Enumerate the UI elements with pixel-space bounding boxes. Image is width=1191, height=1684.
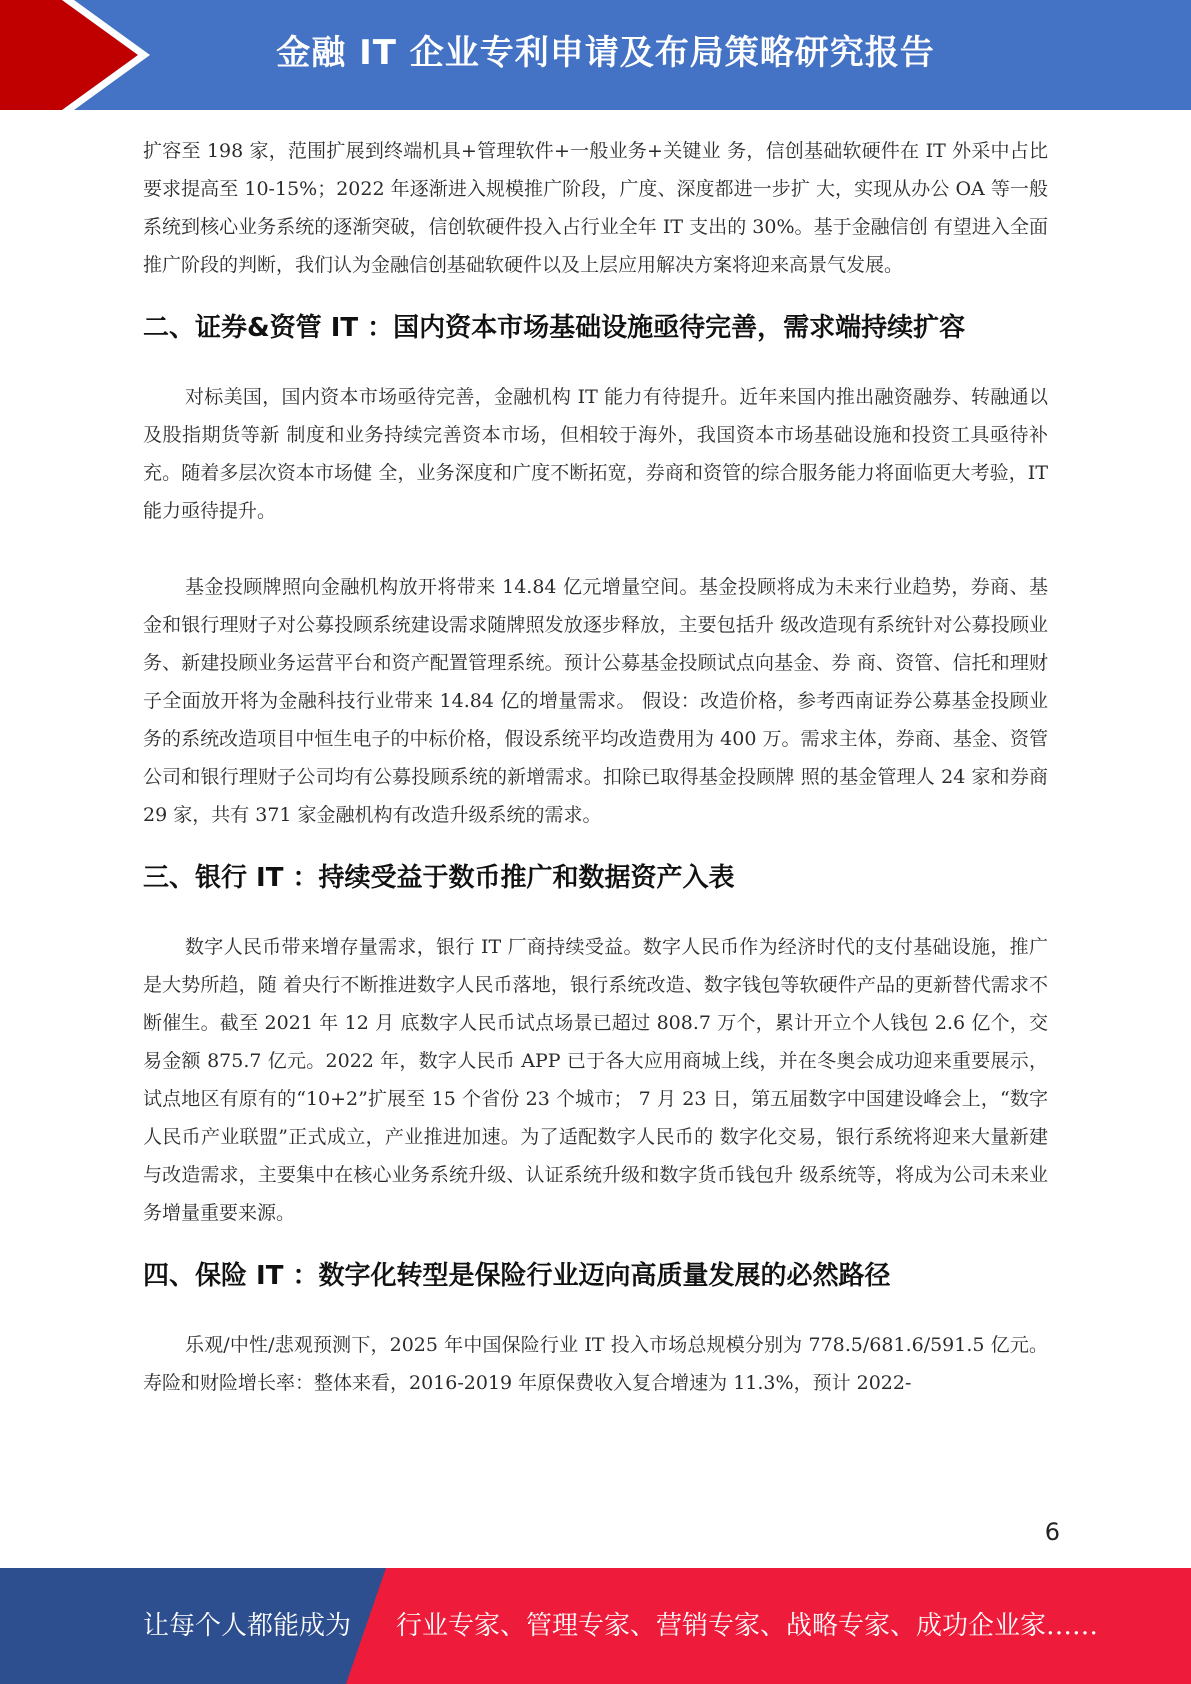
section-heading-insurance: 四、保险 IT ：数字化转型是保险行业迈向高质量发展的必然路径	[143, 1261, 891, 1291]
intro-paragraph: 扩容至 198 家，范围扩展到终端机具+管理软件+一般业务+关键业 务，信创基础软硬件在 IT 外采中占比要求提高至 10-15%；2022 年逐渐进入规模推广阶段，广度、深度都进一步扩 大，实现从办公 OA 等一般系统到核心业务系统的逐渐突破，信创软硬件投入占行业全年 IT 支出的 30%。基于金融信创 有望进入全面推广阶段的判断，我们认为金融信创基础软硬件以及上层应用解决方案将迎来高景气发展。	[143, 140, 1048, 276]
section-heading-banking: 三、银行 IT ：持续受益于数币推广和数据资产入表	[143, 863, 735, 893]
footer-slogan-left: 让每个人都能成为	[143, 1611, 352, 1641]
securities-paragraph-2: 基金投顾牌照向金融机构放开将带来 14.84 亿元增量空间。基金投顾将成为未来行业趋势，券商、基金和银行理财子对公募投顾系统建设需求随牌照发放逐步释放，主要包括升 级改造现有系统针对公募投顾业务、新建投顾业务运营平台和资产配置管理系统。预计公募基金投顾试点向基金、券 商、资管、信托和理财子全面放开将为金融科技行业带来 14.84 亿的增量需求。 假设：改造价格，参考西南证券公募基金投顾业务的系统改造项目中恒生电子的中标价格，假设系统平均改造费用为 400 万。需求主体，券商、基金、资管公司和银行理财子公司均有公募投顾系统的新增需求。扣除已取得基金投顾牌 照的基金管理人 24 家和券商 29 家，共有 371 家金融机构有改造升级系统的需求。	[143, 576, 1048, 826]
footer-slogan-right: 行业专家、管理专家、营销专家、战略专家、成功企业家……	[396, 1611, 1099, 1641]
section-heading-securities: 二、证券&资管 IT ：国内资本市场基础设施亟待完善，需求端持续扩容	[143, 313, 966, 343]
banking-paragraph-1: 数字人民币带来增存量需求，银行 IT 厂商持续受益。数字人民币作为经济时代的支付基础设施，推广是大势所趋，随 着央行不断推进数字人民币落地，银行系统改造、数字钱包等软硬件产品的更新替代需求不断催生。截至 2021 年 12 月 底数字人民币试点场景已超过 808.7 万个，累计开立个人钱包 2.6 亿个，交易金额 875.7 亿元。2022 年，数字人民币 APP 已于各大应用商城上线，并在冬奥会成功迎来重要展示，试点地区有原有的“10+2”扩展至 15 个省份 23 个城市； 7 月 23 日，第五届数字中国建设峰会上，“数字人民币产业联盟”正式成立，产业推进加速。为了适配数字人民币的 数字化交易，银行系统将迎来大量新建与改造需求，主要集中在核心业务系统升级、认证系统升级和数字货币钱包升 级系统等，将成为公司未来业务增量重要来源。	[143, 936, 1048, 1224]
page-number: 6	[1044, 1518, 1060, 1546]
insurance-paragraph-1: 乐观/中性/悲观预测下，2025 年中国保险行业 IT 投入市场总规模分别为 778.5/681.6/591.5 亿元。 寿险和财险增长率：整体来看，2016-2019 年原保费收入复合增速为 11.3%，预计 2022-	[143, 1334, 1048, 1394]
securities-paragraph-1: 对标美国，国内资本市场亟待完善，金融机构 IT 能力有待提升。近年来国内推出融资融券、转融通以及股指期货等新 制度和业务持续完善资本市场，但相较于海外，我国资本市场基础设施和投资工具亟待补充。随着多层次资本市场健 全，业务深度和广度不断拓宽，券商和资管的综合服务能力将面临更大考验，IT 能力亟待提升。	[143, 386, 1048, 522]
document-body	[143, 132, 1048, 1402]
page-header	[0, 0, 1191, 110]
document-title: 金融 IT 企业专利申请及布局策略研究报告	[276, 33, 935, 73]
page-footer	[0, 1568, 1191, 1684]
